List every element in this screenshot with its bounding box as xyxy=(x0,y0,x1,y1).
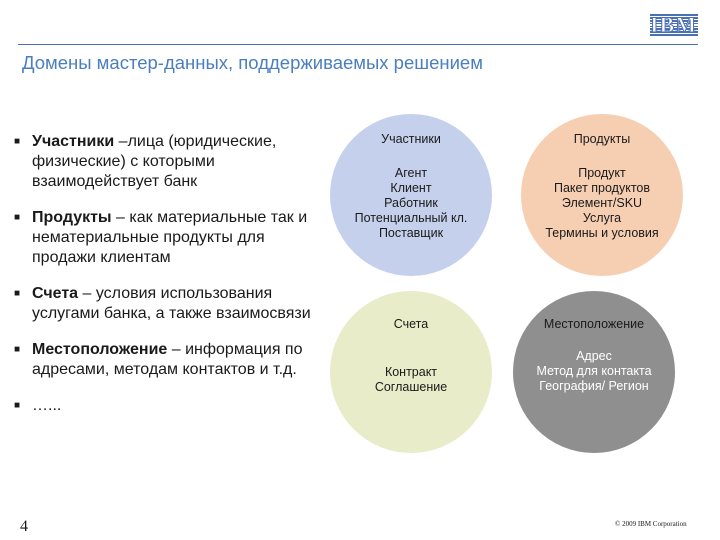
circle-title: Местоположение xyxy=(543,317,645,331)
circle-item: Клиент xyxy=(390,181,432,195)
page-title: Домены мастер-данных, поддерживаемых решением xyxy=(22,52,483,73)
bullet-location xyxy=(14,340,314,380)
bullet-mark-icon: ■ xyxy=(14,400,21,411)
bullet-mark-icon: ■ xyxy=(14,212,21,223)
circle-products xyxy=(521,114,683,276)
bullet-text: – как материальные так и нематериальные продукты для продажи клиентам xyxy=(32,209,308,266)
bullet-term: Счета xyxy=(32,285,79,302)
header-rule xyxy=(18,44,698,45)
page-number: 4 xyxy=(20,518,28,535)
circle-item: Соглашение xyxy=(374,380,448,394)
circle-item: Термины и условия xyxy=(545,226,659,240)
circle-item: Элемент/SKU xyxy=(561,196,643,210)
bullet-term: Местоположение xyxy=(32,341,168,358)
bullet-mark-icon: ■ xyxy=(14,136,21,147)
circle-title: Участники xyxy=(381,132,441,146)
circle-accounts xyxy=(330,291,492,453)
bullet-products xyxy=(14,208,314,268)
circle-item: Адрес xyxy=(576,349,612,363)
circle-location xyxy=(513,291,675,453)
circle-item: Работник xyxy=(384,196,438,210)
bullet-accounts xyxy=(14,284,314,324)
circle-items xyxy=(330,166,492,241)
bullet-term: Участники xyxy=(32,133,115,150)
circle-item: Агент xyxy=(394,166,428,180)
circle-item: Поставщик xyxy=(378,226,444,240)
circle-item: Продукт xyxy=(578,166,626,180)
circle-item: Пакет продуктов xyxy=(553,181,650,195)
bullet-list xyxy=(14,132,314,432)
circle-item: Услуга xyxy=(582,211,622,225)
ibm-logo: IBM xyxy=(650,12,697,37)
circle-item: Потенциальный кл. xyxy=(354,211,468,225)
circle-title: Счета xyxy=(393,317,429,331)
circle-item: География/ Регион xyxy=(539,379,649,393)
circle-participants xyxy=(330,114,492,276)
bullet-term: Продукты xyxy=(32,209,112,226)
bullet-mark-icon: ■ xyxy=(14,288,21,299)
bullet-text: – информация по адресами, методам контактов и т.д. xyxy=(32,341,303,378)
bullet-mark-icon: ■ xyxy=(14,344,21,355)
bullet-text: – условия использования услугами банка, а также взаимосвязи xyxy=(32,285,311,322)
circle-title: Продукты xyxy=(573,132,631,146)
bullet-ellipsis xyxy=(14,396,314,416)
circle-item: Метод для контакта xyxy=(536,364,652,378)
circle-items xyxy=(521,166,683,241)
bullet-text: –лица (юридические, физические) с которыми взаимодействует банк xyxy=(32,133,277,190)
bullet-text: …... xyxy=(32,397,62,414)
copyright: © 2009 IBM Corporation xyxy=(615,520,687,528)
circle-items xyxy=(330,365,492,395)
bullet-participants xyxy=(14,132,314,192)
circle-items xyxy=(513,349,675,394)
circle-item: Контракт xyxy=(384,365,438,379)
